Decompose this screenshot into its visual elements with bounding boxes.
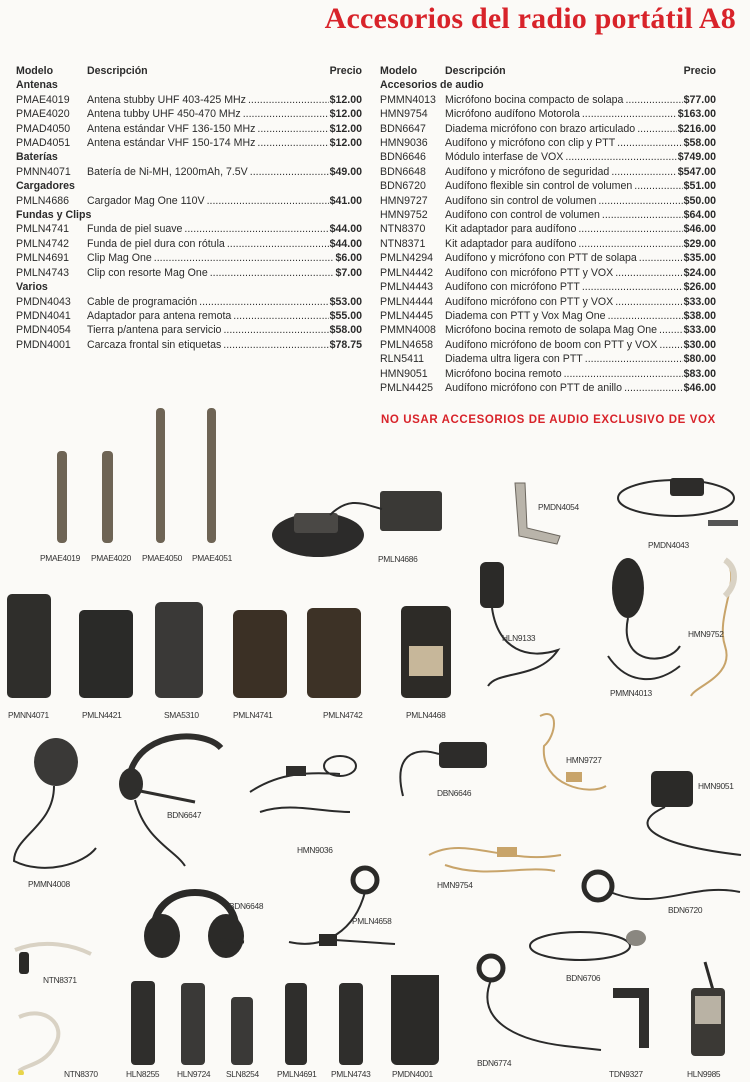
description: Audífono con micrófono PTT y VOX ..... xyxy=(445,266,683,280)
label-HMN9754: HMN9754 xyxy=(437,880,473,890)
label-PMLN4658: PMLN4658 xyxy=(352,916,392,926)
label-HMN9051: HMN9051 xyxy=(698,781,734,791)
category-heading: Fundas y Clips xyxy=(16,209,92,222)
description: Batería de Ni-MH, 1200mAh, 7.5V ..... xyxy=(87,165,329,179)
HMN9036-illustration xyxy=(240,752,370,847)
label-PMMN4013: PMMN4013 xyxy=(610,688,652,698)
BDN6648-illustration xyxy=(140,880,250,965)
price-row xyxy=(16,93,362,107)
TDN9327-illustration xyxy=(605,982,665,1057)
category-heading: Baterías xyxy=(16,151,58,164)
label-PMLN4468: PMLN4468 xyxy=(406,710,446,720)
price-row xyxy=(380,323,716,337)
price-row xyxy=(16,237,362,251)
charger-illustration xyxy=(270,485,450,565)
model-code: PMDN4043 xyxy=(16,295,71,308)
HLN9133-illustration xyxy=(468,560,578,690)
price: $50.00 xyxy=(683,194,716,207)
label-BDN6647: BDN6647 xyxy=(167,810,202,820)
table-header xyxy=(16,64,362,78)
price: $12.00 xyxy=(329,108,362,121)
label-BDN6648: BDN6648 xyxy=(229,901,264,911)
price-row xyxy=(380,237,716,251)
vox-warning: NO USAR ACCESORIOS DE AUDIO EXCLUSIVO DE VOX xyxy=(381,414,716,426)
price: $35.00 xyxy=(683,252,716,265)
price-row xyxy=(16,136,362,150)
price-row xyxy=(380,338,716,352)
price-row xyxy=(380,381,716,395)
header-model: Modelo xyxy=(16,65,54,77)
price-row xyxy=(380,280,716,294)
left-sections xyxy=(16,78,362,352)
model-code: PMAD4050 xyxy=(16,122,71,135)
label-PMAE4020: PMAE4020 xyxy=(91,553,131,563)
price: $6.00 xyxy=(335,252,362,265)
price: $53.00 xyxy=(329,295,362,308)
category-heading: Cargadores xyxy=(16,180,75,193)
label-TDN9327: TDN9327 xyxy=(609,1069,643,1079)
description: Kit adaptador para audífono ..... xyxy=(445,222,683,236)
description: Antena estándar VHF 150-174 MHz ..... xyxy=(87,136,329,150)
model-code: PMAE4020 xyxy=(16,108,70,121)
description: Audífono micrófono con PTT de anillo ..... xyxy=(445,381,683,395)
NTN8370-illustration xyxy=(5,1005,75,1075)
price-row xyxy=(380,194,716,208)
price-row xyxy=(380,179,716,193)
label-NTN8370: NTN8370 xyxy=(64,1069,98,1079)
price-row xyxy=(16,323,362,337)
model-code: HMN9754 xyxy=(380,108,428,121)
price-row xyxy=(380,266,716,280)
description: Audífono y micrófono de seguridad ..... xyxy=(445,165,677,179)
description: Kit adaptador para audífono ..... xyxy=(445,237,683,251)
model-code: PMDN4041 xyxy=(16,309,71,322)
price-row xyxy=(380,93,716,107)
label-HMN9752: HMN9752 xyxy=(688,629,724,639)
price-row xyxy=(380,165,716,179)
description: Audífono micrófono con PTT y VOX ..... xyxy=(445,295,683,309)
model-code: HMN9051 xyxy=(380,367,428,380)
price-row xyxy=(380,107,716,121)
price-list-left xyxy=(16,64,362,352)
label-PMLN4743: PMLN4743 xyxy=(331,1069,371,1079)
label-BDN6706: BDN6706 xyxy=(566,973,601,983)
model-code: HMN9036 xyxy=(380,137,428,150)
price-row xyxy=(16,194,362,208)
header-price: Precio xyxy=(683,65,716,77)
description: Audífono flexible sin control de volumen ..... xyxy=(445,179,683,193)
model-code: PMLN4691 xyxy=(16,252,69,265)
label-DBN6646: DBN6646 xyxy=(437,788,472,798)
label-SMA5310: SMA5310 xyxy=(164,710,199,720)
PMMN4013-illustration xyxy=(588,556,688,691)
description: Micrófono bocina remoto ..... xyxy=(445,367,683,381)
model-code: BDN6648 xyxy=(380,165,426,178)
model-code: PMDN4001 xyxy=(16,338,71,351)
model-code: PMAE4019 xyxy=(16,93,70,106)
label-PMAE4050: PMAE4050 xyxy=(142,553,182,563)
description: Funda de piel dura con rótula ..... xyxy=(87,237,329,251)
model-code: PMLN4443 xyxy=(380,281,433,294)
description: Micrófono bocina compacto de solapa ..... xyxy=(445,93,683,107)
model-code: PMMN4008 xyxy=(380,324,436,337)
label-PMDN4001: PMDN4001 xyxy=(392,1069,433,1079)
price: $163.00 xyxy=(677,108,716,121)
clips-and-housing-illustration xyxy=(125,975,445,1067)
category-heading: Accesorios de audio xyxy=(380,79,484,92)
label-HLN9724: HLN9724 xyxy=(177,1069,211,1079)
price-row xyxy=(380,208,716,222)
price: $58.00 xyxy=(329,324,362,337)
BDN6720-illustration xyxy=(580,862,745,922)
price: $33.00 xyxy=(683,324,716,337)
label-PMAE4051: PMAE4051 xyxy=(192,553,232,563)
description: Adaptador para antena remota ..... xyxy=(87,309,329,323)
model-code: PMLN4294 xyxy=(380,252,433,265)
description: Audífono y micrófono con PTT de solapa ..... xyxy=(445,251,683,265)
model-code: BDN6647 xyxy=(380,122,426,135)
label-SLN8254: SLN8254 xyxy=(226,1069,259,1079)
price-row xyxy=(16,222,362,236)
price: $12.00 xyxy=(329,137,362,150)
label-PMLN4421: PMLN4421 xyxy=(82,710,122,720)
label-NTN8371: NTN8371 xyxy=(43,975,77,985)
price: $24.00 xyxy=(683,266,716,279)
model-code: PMAD4051 xyxy=(16,137,71,150)
description: Cargador Mag One 110V ..... xyxy=(87,194,329,208)
description: Diadema ultra ligera con PTT ..... xyxy=(445,352,683,366)
label-PMLN4686: PMLN4686 xyxy=(378,554,418,564)
model-code: HMN9752 xyxy=(380,209,428,222)
header-model: Modelo xyxy=(380,65,418,77)
description: Audífono con micrófono PTT ..... xyxy=(445,280,683,294)
price: $83.00 xyxy=(683,367,716,380)
label-HMN9036: HMN9036 xyxy=(297,845,333,855)
label-BDN6774: BDN6774 xyxy=(477,1058,512,1068)
price-list-right xyxy=(380,64,716,395)
BDN6647-illustration xyxy=(115,730,235,870)
label-HLN9133: HLN9133 xyxy=(502,633,536,643)
price: $64.00 xyxy=(683,209,716,222)
table-header xyxy=(380,64,716,78)
label-BDN6720: BDN6720 xyxy=(668,905,703,915)
price-row xyxy=(380,136,716,150)
description: Audífono sin control de volumen ..... xyxy=(445,194,683,208)
model-code: PMDN4054 xyxy=(16,324,71,337)
right-sections xyxy=(380,78,716,395)
price: $49.00 xyxy=(329,165,362,178)
price-row xyxy=(380,352,716,366)
category-heading: Antenas xyxy=(16,79,58,92)
model-code: BDN6720 xyxy=(380,180,426,193)
price: $51.00 xyxy=(683,180,716,193)
description: Carcaza frontal sin etiquetas ..... xyxy=(87,338,329,352)
label-HLN9985: HLN9985 xyxy=(687,1069,721,1079)
price: $80.00 xyxy=(683,353,716,366)
price: $55.00 xyxy=(329,309,362,322)
label-PMDN4054: PMDN4054 xyxy=(538,502,579,512)
description: Audífono micrófono de boom con PTT y VOX ..... xyxy=(445,338,683,352)
price: $33.00 xyxy=(683,295,716,308)
price: $58.00 xyxy=(683,137,716,150)
label-HLN8255: HLN8255 xyxy=(126,1069,160,1079)
model-code: NTN8370 xyxy=(380,223,426,236)
model-code: PMLN4741 xyxy=(16,223,69,236)
price: $78.75 xyxy=(329,338,362,351)
model-code: HMN9727 xyxy=(380,194,428,207)
model-code: PMLN4445 xyxy=(380,309,433,322)
price-row xyxy=(380,309,716,323)
price-row xyxy=(16,309,362,323)
price-row xyxy=(380,122,716,136)
model-code: PMNN4071 xyxy=(16,165,71,178)
price-row xyxy=(16,295,362,309)
price: $7.00 xyxy=(335,266,362,279)
description: Diadema micrófono con brazo articulado ..... xyxy=(445,122,677,136)
model-code: PMMN4013 xyxy=(380,93,436,106)
label-PMMN4008: PMMN4008 xyxy=(28,879,70,889)
description: Micrófono bocina remoto de solapa Mag One ..... xyxy=(445,323,683,337)
description: Cable de programación ..... xyxy=(87,295,329,309)
label-PMNN4071: PMNN4071 xyxy=(8,710,49,720)
description: Tierra p/antena para servicio ..... xyxy=(87,323,329,337)
model-code: RLN5411 xyxy=(380,353,424,366)
price: $30.00 xyxy=(683,338,716,351)
price: $46.00 xyxy=(683,381,716,394)
programming-cable-illustration xyxy=(612,466,742,536)
description: Audífono con control de volumen ..... xyxy=(445,208,683,222)
HMN9754-illustration xyxy=(425,835,565,880)
description: Diadema con PTT y Vox Mag One ..... xyxy=(445,309,683,323)
model-code: PMLN4425 xyxy=(380,381,433,394)
description: Funda de piel suave ..... xyxy=(87,222,329,236)
label-HMN9727: HMN9727 xyxy=(566,755,602,765)
price-row xyxy=(16,122,362,136)
HLN9985-illustration xyxy=(683,960,733,1060)
description: Audífono y micrófono con clip y PTT ..... xyxy=(445,136,683,150)
category-heading: Varios xyxy=(16,281,48,294)
description: Clip Mag One ..... xyxy=(87,251,334,265)
price: $12.00 xyxy=(329,93,362,106)
header-price: Precio xyxy=(329,65,362,77)
price: $46.00 xyxy=(683,223,716,236)
description: Módulo interfase de VOX ..... xyxy=(445,150,677,164)
price-row xyxy=(16,251,362,265)
description: Antena tubby UHF 450-470 MHz ..... xyxy=(87,107,329,121)
price-row xyxy=(380,367,716,381)
NTN8371-illustration xyxy=(5,928,95,978)
description: Clip con resorte Mag One ..... xyxy=(87,266,334,280)
antennas-illustration xyxy=(50,405,230,550)
label-PMLN4742: PMLN4742 xyxy=(323,710,363,720)
description: Antena estándar VHF 136-150 MHz ..... xyxy=(87,122,329,136)
label-PMAE4019: PMAE4019 xyxy=(40,553,80,563)
HMN9051-illustration xyxy=(615,765,745,860)
price: $547.00 xyxy=(677,165,716,178)
label-PMLN4691: PMLN4691 xyxy=(277,1069,317,1079)
model-code: PMLN4743 xyxy=(16,266,69,279)
battery-and-cases-illustration xyxy=(5,592,465,702)
price: $749.00 xyxy=(677,151,716,164)
BDN6774-illustration xyxy=(455,950,605,1060)
price-row xyxy=(16,165,362,179)
page-title: Accesorios del radio portátil A8 xyxy=(324,2,736,35)
price-row xyxy=(16,338,362,352)
PMLN4658-illustration xyxy=(285,860,425,960)
description: Antena stubby UHF 403-425 MHz ..... xyxy=(87,93,329,107)
price-row xyxy=(380,251,716,265)
model-code: PMLN4658 xyxy=(380,338,433,351)
price: $38.00 xyxy=(683,309,716,322)
description: Micrófono audífono Motorola ..... xyxy=(445,107,677,121)
model-code: PMLN4742 xyxy=(16,237,69,250)
model-code: BDN6646 xyxy=(380,151,426,164)
price: $26.00 xyxy=(683,281,716,294)
model-code: PMLN4442 xyxy=(380,266,433,279)
model-code: NTN8371 xyxy=(380,237,426,250)
price-row xyxy=(380,222,716,236)
model-code: PMLN4686 xyxy=(16,194,69,207)
model-code: PMLN4444 xyxy=(380,295,433,308)
price: $12.00 xyxy=(329,122,362,135)
price: $44.00 xyxy=(329,237,362,250)
header-description: Descripción xyxy=(87,65,148,77)
label-PMDN4043: PMDN4043 xyxy=(648,540,689,550)
price-row xyxy=(380,295,716,309)
ground-bracket-illustration xyxy=(505,478,565,548)
price-row xyxy=(16,107,362,121)
label-PMLN4741: PMLN4741 xyxy=(233,710,273,720)
price: $216.00 xyxy=(677,122,716,135)
price-row xyxy=(380,150,716,164)
price: $41.00 xyxy=(329,194,362,207)
price-row xyxy=(16,266,362,280)
price: $77.00 xyxy=(683,93,716,106)
price: $29.00 xyxy=(683,237,716,250)
header-description: Descripción xyxy=(445,65,506,77)
price: $44.00 xyxy=(329,223,362,236)
PMMN4008-illustration xyxy=(4,736,104,876)
